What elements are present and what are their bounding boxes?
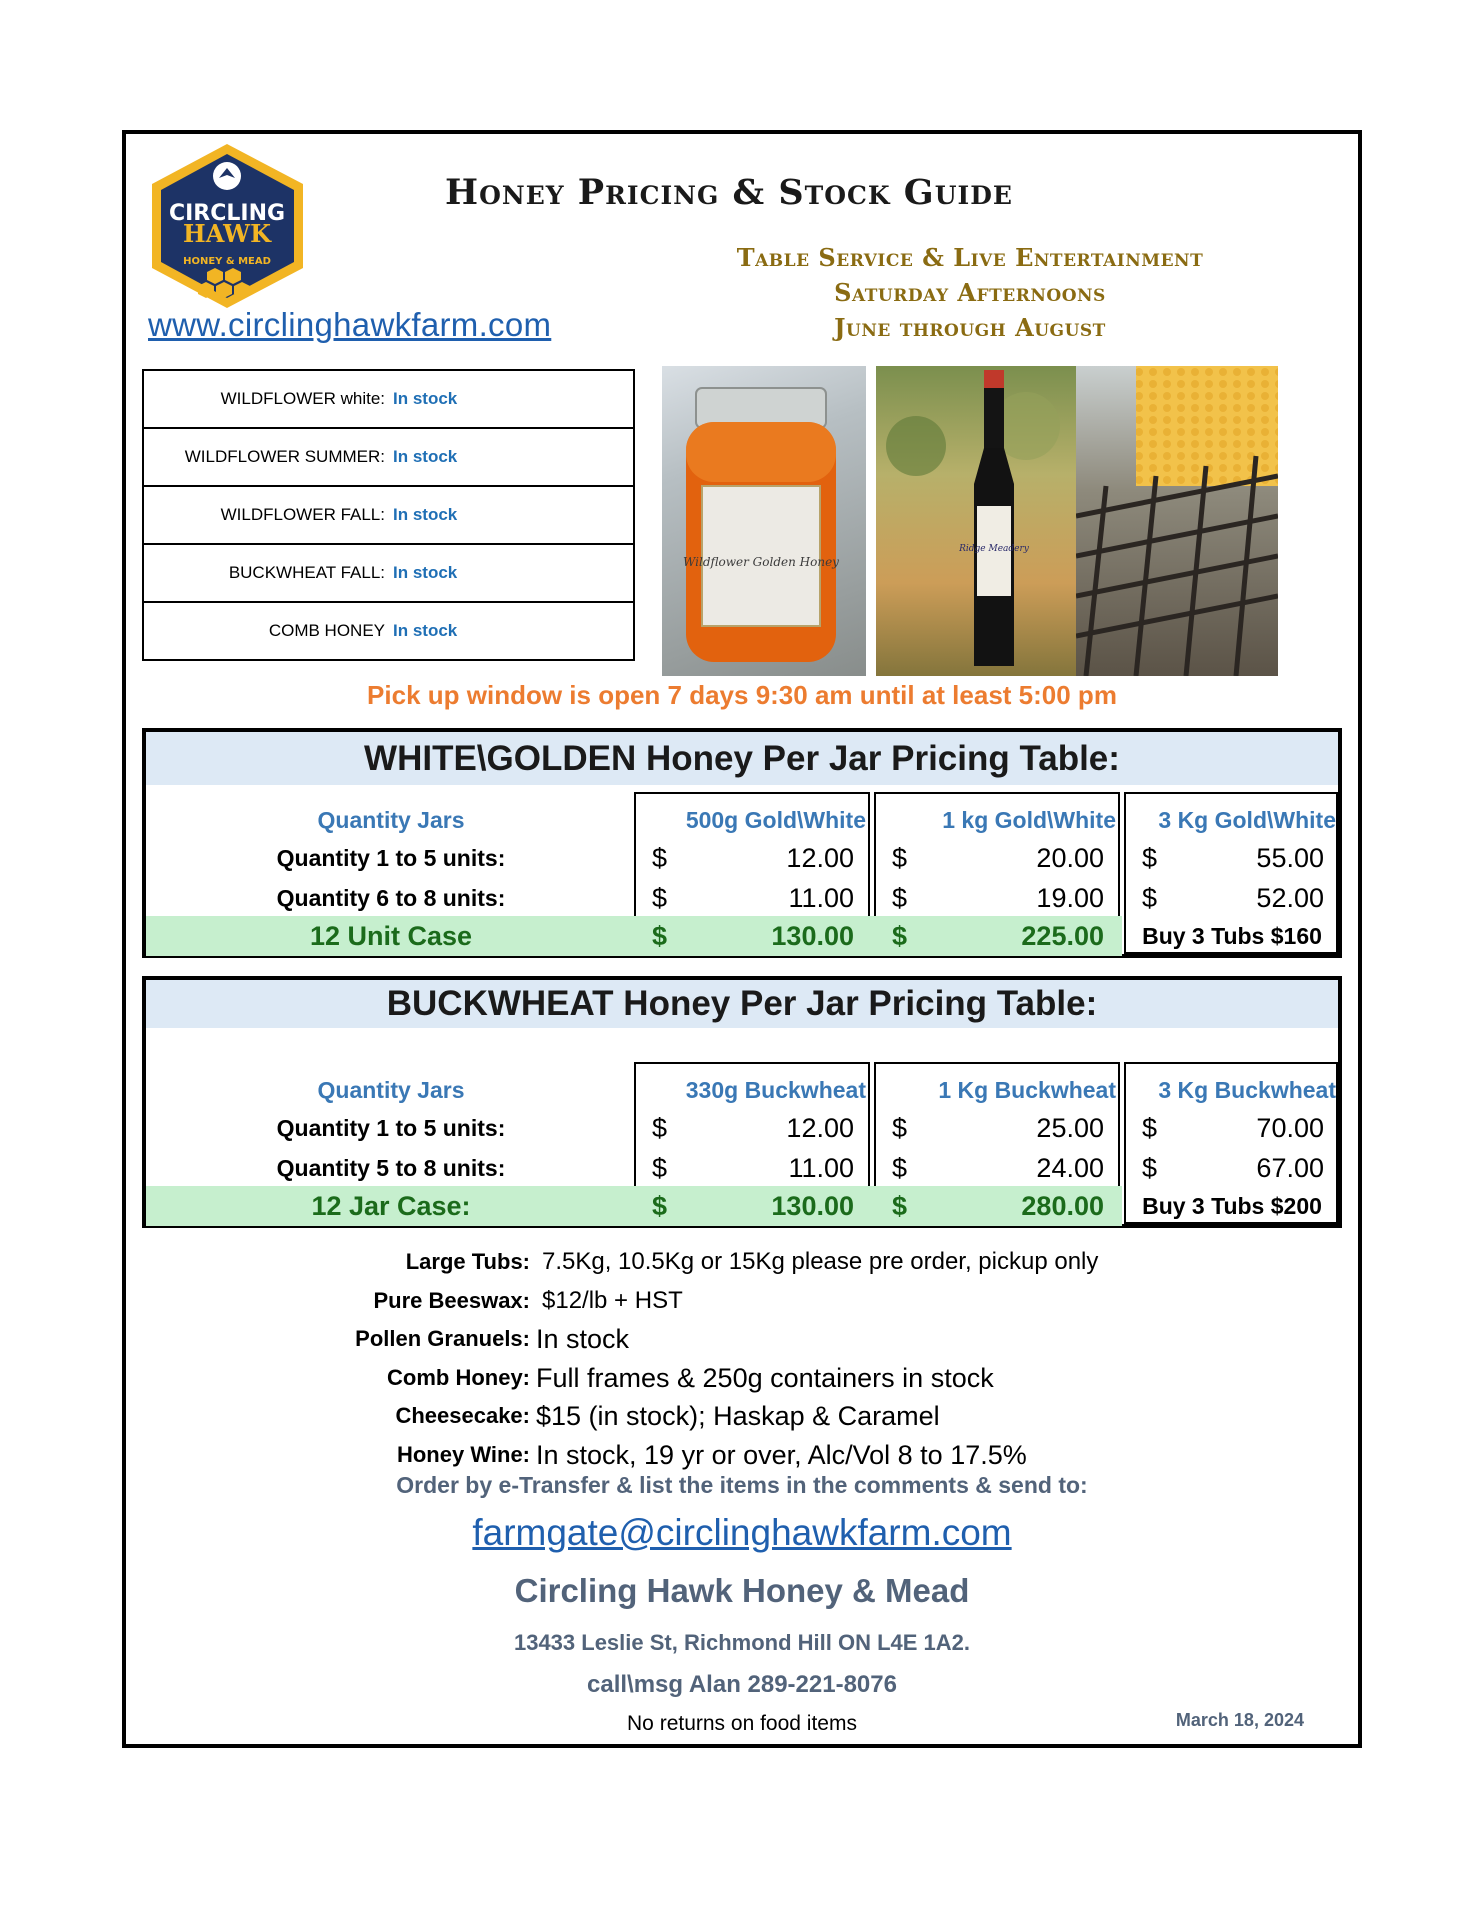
column-header: 3 Kg Gold\White [1158,807,1336,833]
column-header: 1 kg Gold\White [942,807,1116,833]
website-link[interactable]: www.circlinghawkfarm.com [148,306,552,343]
price-cell: $ 52.00 [1142,883,1324,913]
price-cell: $ 225.00 [892,921,1104,951]
stock-status: In stock [393,563,458,582]
price-cell: $ 70.00 [1142,1113,1324,1143]
stock-row [142,601,635,661]
tubs-offer: Buy 3 Tubs $160 [1142,923,1322,949]
note-label: Cheesecake: [395,1403,530,1428]
table-row [146,1148,1338,1188]
note-row [150,1436,1050,1475]
price-cell: $ 11.00 [652,1153,854,1183]
column-header: 1 Kg Buckwheat [938,1077,1116,1103]
event-line-1: Table Service & Live Entertainment [736,243,1204,272]
note-row [150,1359,1050,1398]
note-label: Pure Beeswax: [373,1287,530,1313]
mead-bottle-photo [876,366,1076,676]
address: 13433 Leslie St, Richmond Hill ON L4E 1A2. [513,1630,971,1655]
row-label: Quantity 6 to 8 units: [276,885,506,911]
bottle-label: Ridge Meadery [959,544,1029,554]
note-row [150,1397,1050,1436]
event-line-2: Saturday Afternoons [834,278,1106,307]
column-header: Quantity Jars [317,807,465,833]
table-row [146,878,1338,918]
note-row [150,1320,1050,1359]
note-value: 7.5Kg, 10.5Kg or 15Kg please pre order, pickup only [542,1248,1099,1275]
note-value: In stock, 19 yr or over, Alc/Vol 8 to 17.5% [536,1439,1027,1470]
table-header-row [146,1070,1338,1110]
table-title: BUCKWHEAT Honey Per Jar Pricing Table: [146,980,1338,1028]
stock-status: In stock [393,447,458,466]
table-row [146,1108,1338,1148]
note-value: Full frames & 250g containers in stock [536,1362,994,1393]
document-date: March 18, 2024 [1175,1710,1304,1730]
buckwheat-pricing-table [142,976,1342,1228]
price-cell: $ 55.00 [1142,843,1324,873]
phone: call\msg Alan 289-221-8076 [587,1671,897,1698]
column-header: 500g Gold\White [685,807,866,833]
logo-line1: CIRCLING [168,201,286,226]
jar-label: Wildflower Golden Honey [683,555,839,569]
table-header-row [146,800,1338,840]
honeycomb-photo [1076,366,1278,676]
note-label: Pollen Granuels: [355,1326,530,1351]
tubs-row [1126,1186,1338,1226]
product-notes [150,1243,1099,1474]
price-cell: $ 12.00 [652,1113,854,1143]
note-label: Large Tubs: [405,1249,530,1274]
page-title: Honey Pricing & Stock Guide [445,172,1013,213]
row-label: Quantity 1 to 5 units: [276,1115,506,1141]
stock-label: WILDFLOWER SUMMER: [184,447,385,466]
column-header: 3 Kg Buckwheat [1158,1077,1336,1103]
column-header: Quantity Jars [317,1077,465,1103]
note-label: Comb Honey: [387,1364,530,1390]
stock-row [142,369,635,429]
stock-label: WILDFLOWER white: [220,389,385,408]
tubs-offer: Buy 3 Tubs $200 [1142,1193,1322,1219]
stock-row [142,543,635,603]
row-label: 12 Unit Case [309,921,473,951]
price-cell: $ 11.00 [652,883,854,913]
row-label: 12 Jar Case: [311,1191,471,1221]
note-value: $15 (in stock); Haskap & Caramel [536,1401,940,1431]
stock-status: In stock [393,389,458,408]
table-row [146,838,1338,878]
price-cell: $ 20.00 [892,843,1104,873]
order-instructions: Order by e-Transfer & list the items in the comments & send to: [396,1472,1088,1498]
circling-hawk-logo [145,140,310,312]
email-link[interactable]: farmgate@circlinghawkfarm.com [472,1512,1012,1553]
event-info [690,240,1250,345]
row-label: Quantity 1 to 5 units: [276,845,506,871]
column-header: 330g Buckwheat [685,1077,866,1103]
stock-label: COMB HONEY [268,621,385,640]
pickup-notice: Pick up window is open 7 days 9:30 am until at least 5:00 pm [367,680,1117,710]
logo-line3: HONEY & MEAD [183,256,271,267]
stock-row [142,485,635,545]
price-cell: $ 67.00 [1142,1153,1324,1183]
stock-status: In stock [393,505,458,524]
stock-label: BUCKWHEAT FALL: [228,563,385,582]
note-label: Honey Wine: [396,1441,530,1467]
price-cell: $ 24.00 [892,1153,1104,1183]
price-cell: $ 19.00 [892,883,1104,913]
honey-jar-photo [662,366,866,676]
price-cell: $ 25.00 [892,1113,1104,1143]
note-value: $12/lb + HST [542,1286,683,1314]
price-cell: $ 12.00 [652,843,854,873]
note-row [150,1243,1099,1282]
case-row [146,916,1122,956]
case-row [146,1186,1122,1226]
stock-label: WILDFLOWER FALL: [220,505,385,524]
price-cell: $ 280.00 [892,1191,1104,1221]
logo-line2: HAWK [183,219,271,248]
price-cell: $ 130.00 [652,1191,854,1221]
note-value: In stock [536,1324,630,1354]
price-cell: $ 130.00 [652,921,854,951]
table-title: WHITE\GOLDEN Honey Per Jar Pricing Table: [146,732,1338,785]
row-label: Quantity 5 to 8 units: [276,1155,506,1181]
stock-row [142,427,635,487]
white-golden-pricing-table [142,728,1342,958]
event-line-3: June through August [834,313,1106,342]
stock-status: In stock [393,621,458,640]
stock-list [142,369,635,661]
returns-policy: No returns on food items [627,1712,857,1735]
tubs-row [1126,916,1338,956]
note-row [150,1282,1050,1321]
company-name: Circling Hawk Honey & Mead [514,1572,970,1609]
